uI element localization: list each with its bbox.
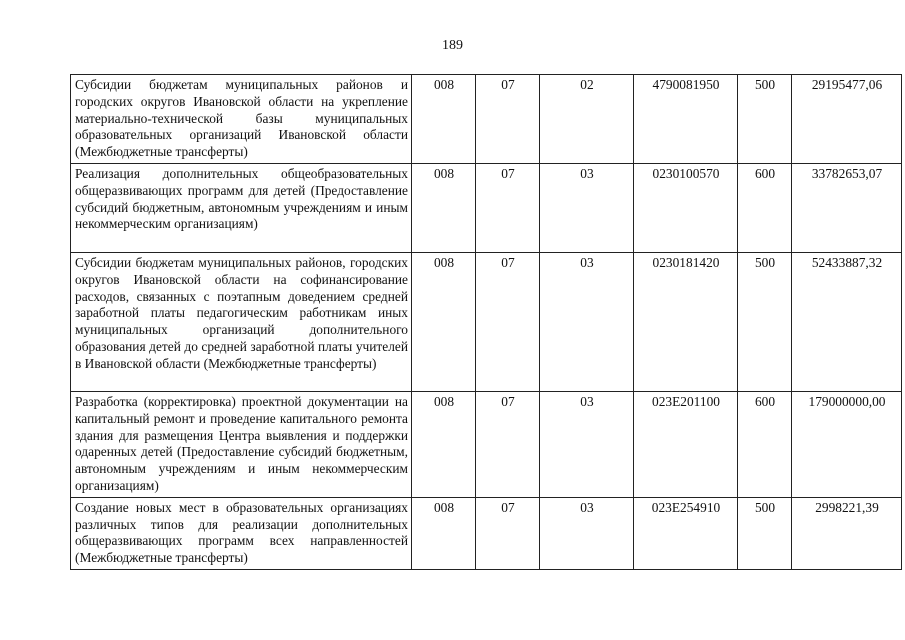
row-target-article-code: 023E201100 <box>634 392 738 498</box>
row-expense-type-code: 500 <box>738 75 792 164</box>
row-amount: 2998221,39 <box>792 497 902 569</box>
row-section-code: 07 <box>476 75 540 164</box>
row-expense-type-code: 500 <box>738 253 792 392</box>
row-amount: 179000000,00 <box>792 392 902 498</box>
row-section-code: 07 <box>476 253 540 392</box>
row-description: Реализация дополнительных общеобразовательных общеразвивающих программ для детей (Предоставление субсидий бюджетным, автономным учреждениям и иным некоммерческим организациям) <box>71 164 412 253</box>
row-section-code: 07 <box>476 497 540 569</box>
row-expense-type-code: 600 <box>738 164 792 253</box>
table-row <box>71 75 902 164</box>
row-subsection-code: 03 <box>540 164 634 253</box>
row-amount: 33782653,07 <box>792 164 902 253</box>
row-grbs-code: 008 <box>412 392 476 498</box>
row-target-article-code: 0230181420 <box>634 253 738 392</box>
table-row <box>71 392 902 498</box>
row-grbs-code: 008 <box>412 497 476 569</box>
row-expense-type-code: 500 <box>738 497 792 569</box>
table-row <box>71 164 902 253</box>
table-row <box>71 253 902 392</box>
row-description: Создание новых мест в образовательных организациях различных типов для реализации дополнительных общеразвивающих программ всех направленностей (Межбюджетные трансферты) <box>71 497 412 569</box>
row-section-code: 07 <box>476 392 540 498</box>
row-subsection-code: 03 <box>540 253 634 392</box>
row-expense-type-code: 600 <box>738 392 792 498</box>
row-grbs-code: 008 <box>412 164 476 253</box>
row-section-code: 07 <box>476 164 540 253</box>
row-amount: 52433887,32 <box>792 253 902 392</box>
row-target-article-code: 4790081950 <box>634 75 738 164</box>
row-grbs-code: 008 <box>412 75 476 164</box>
row-subsection-code: 03 <box>540 497 634 569</box>
row-description: Субсидии бюджетам муниципальных районов, городских округов Ивановской области на софинансирование расходов, связанных с поэтапным доведением средней заработной платы педагогическим работникам иных муниципальных организаций дополнительного образования детей до средней заработной платы учителей в Ивановской области (Межбюджетные трансферты) <box>71 253 412 392</box>
table-row <box>71 497 902 569</box>
row-grbs-code: 008 <box>412 253 476 392</box>
row-amount: 29195477,06 <box>792 75 902 164</box>
row-description: Разработка (корректировка) проектной документации на капитальный ремонт и проведение капитального ремонта здания для размещения Центра выявления и поддержки одаренных детей (Предоставление субсидий бюджетным, автономным учреждениям и иным некоммерческим организациям) <box>71 392 412 498</box>
budget-table <box>70 74 902 570</box>
row-subsection-code: 02 <box>540 75 634 164</box>
row-description: Субсидии бюджетам муниципальных районов и городских округов Ивановской области на укрепление материально-технической базы муниципальных образовательных организаций Ивановской области (Межбюджетные трансферты) <box>71 75 412 164</box>
row-target-article-code: 0230100570 <box>634 164 738 253</box>
row-subsection-code: 03 <box>540 392 634 498</box>
row-target-article-code: 023E254910 <box>634 497 738 569</box>
page-number: 189 <box>442 38 463 53</box>
